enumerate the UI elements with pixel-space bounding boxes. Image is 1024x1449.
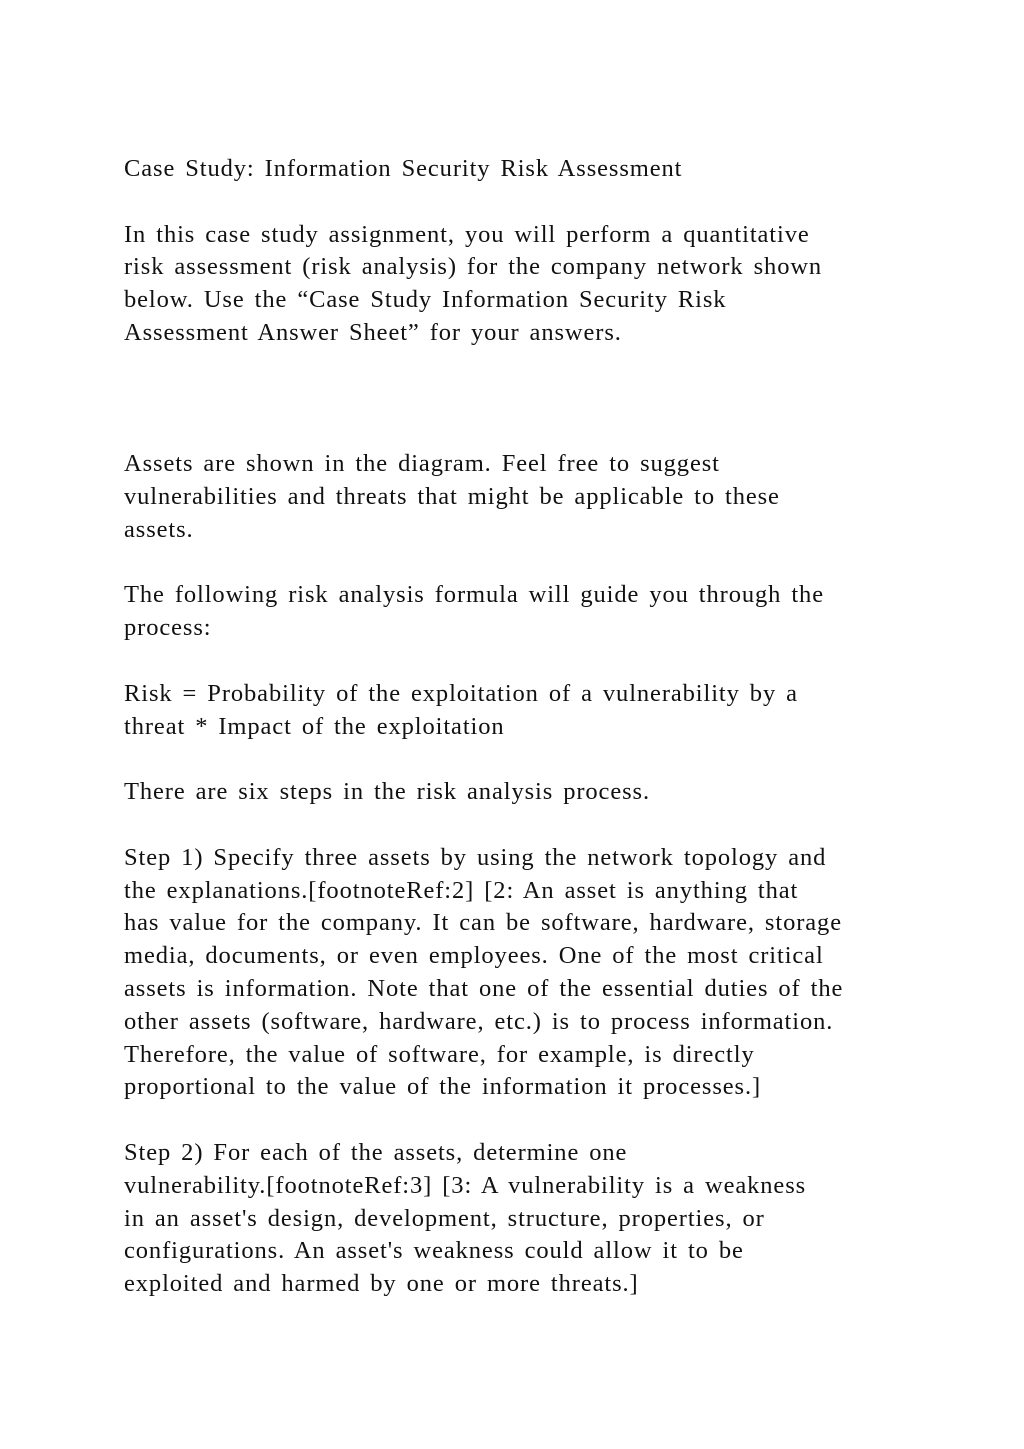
spacer [124, 809, 914, 842]
step-1-paragraph: Step 1) Specify three assets by using the network topology and the explanations.[footnoteRef:2] [2: An asset is anything that has value for the company. It can be software, hardware, storage media, documents, or even employees. One of the most critical assets is information. Note that one of the essential duties of the other assets (software, hardware, etc.) is to process information. Therefore, the value of software, for example, is directly proportional to the value of the information it processes.] [124, 843, 844, 1101]
assets-paragraph: Assets are shown in the diagram. Feel free to suggest vulnerabilities and threats that might be applicable to these assets. [124, 450, 780, 543]
risk-formula: Risk = Probability of the exploitation of a vulnerability by a threat * Impact of the exploitation [124, 679, 798, 740]
spacer [124, 350, 914, 448]
spacer [124, 186, 914, 219]
formula-intro-paragraph: The following risk analysis formula will guide you through the process: [124, 581, 824, 642]
steps-intro-paragraph: There are six steps in the risk analysis process. [124, 778, 650, 806]
intro-paragraph: In this case study assignment, you will perform a quantitative risk assessment (risk analysis) for the company network shown below. Use the “Case Study Information Security Risk Assessment Answer Sheet” for your answers. [124, 220, 823, 346]
spacer [124, 1104, 914, 1137]
spacer [124, 547, 914, 580]
step-2-paragraph: Step 2) For each of the assets, determine one vulnerability.[footnoteRef:3] [3: A vulnerability is a weakness in an asset's design, development, structure, properties, or configurations. An asset's weakness could allow it to be exploited and harmed by one or more threats.] [124, 1138, 807, 1298]
spacer [124, 645, 914, 678]
document-page [124, 153, 914, 1301]
document-title: Case Study: Information Security Risk Assessment [124, 155, 683, 182]
spacer [124, 743, 914, 776]
